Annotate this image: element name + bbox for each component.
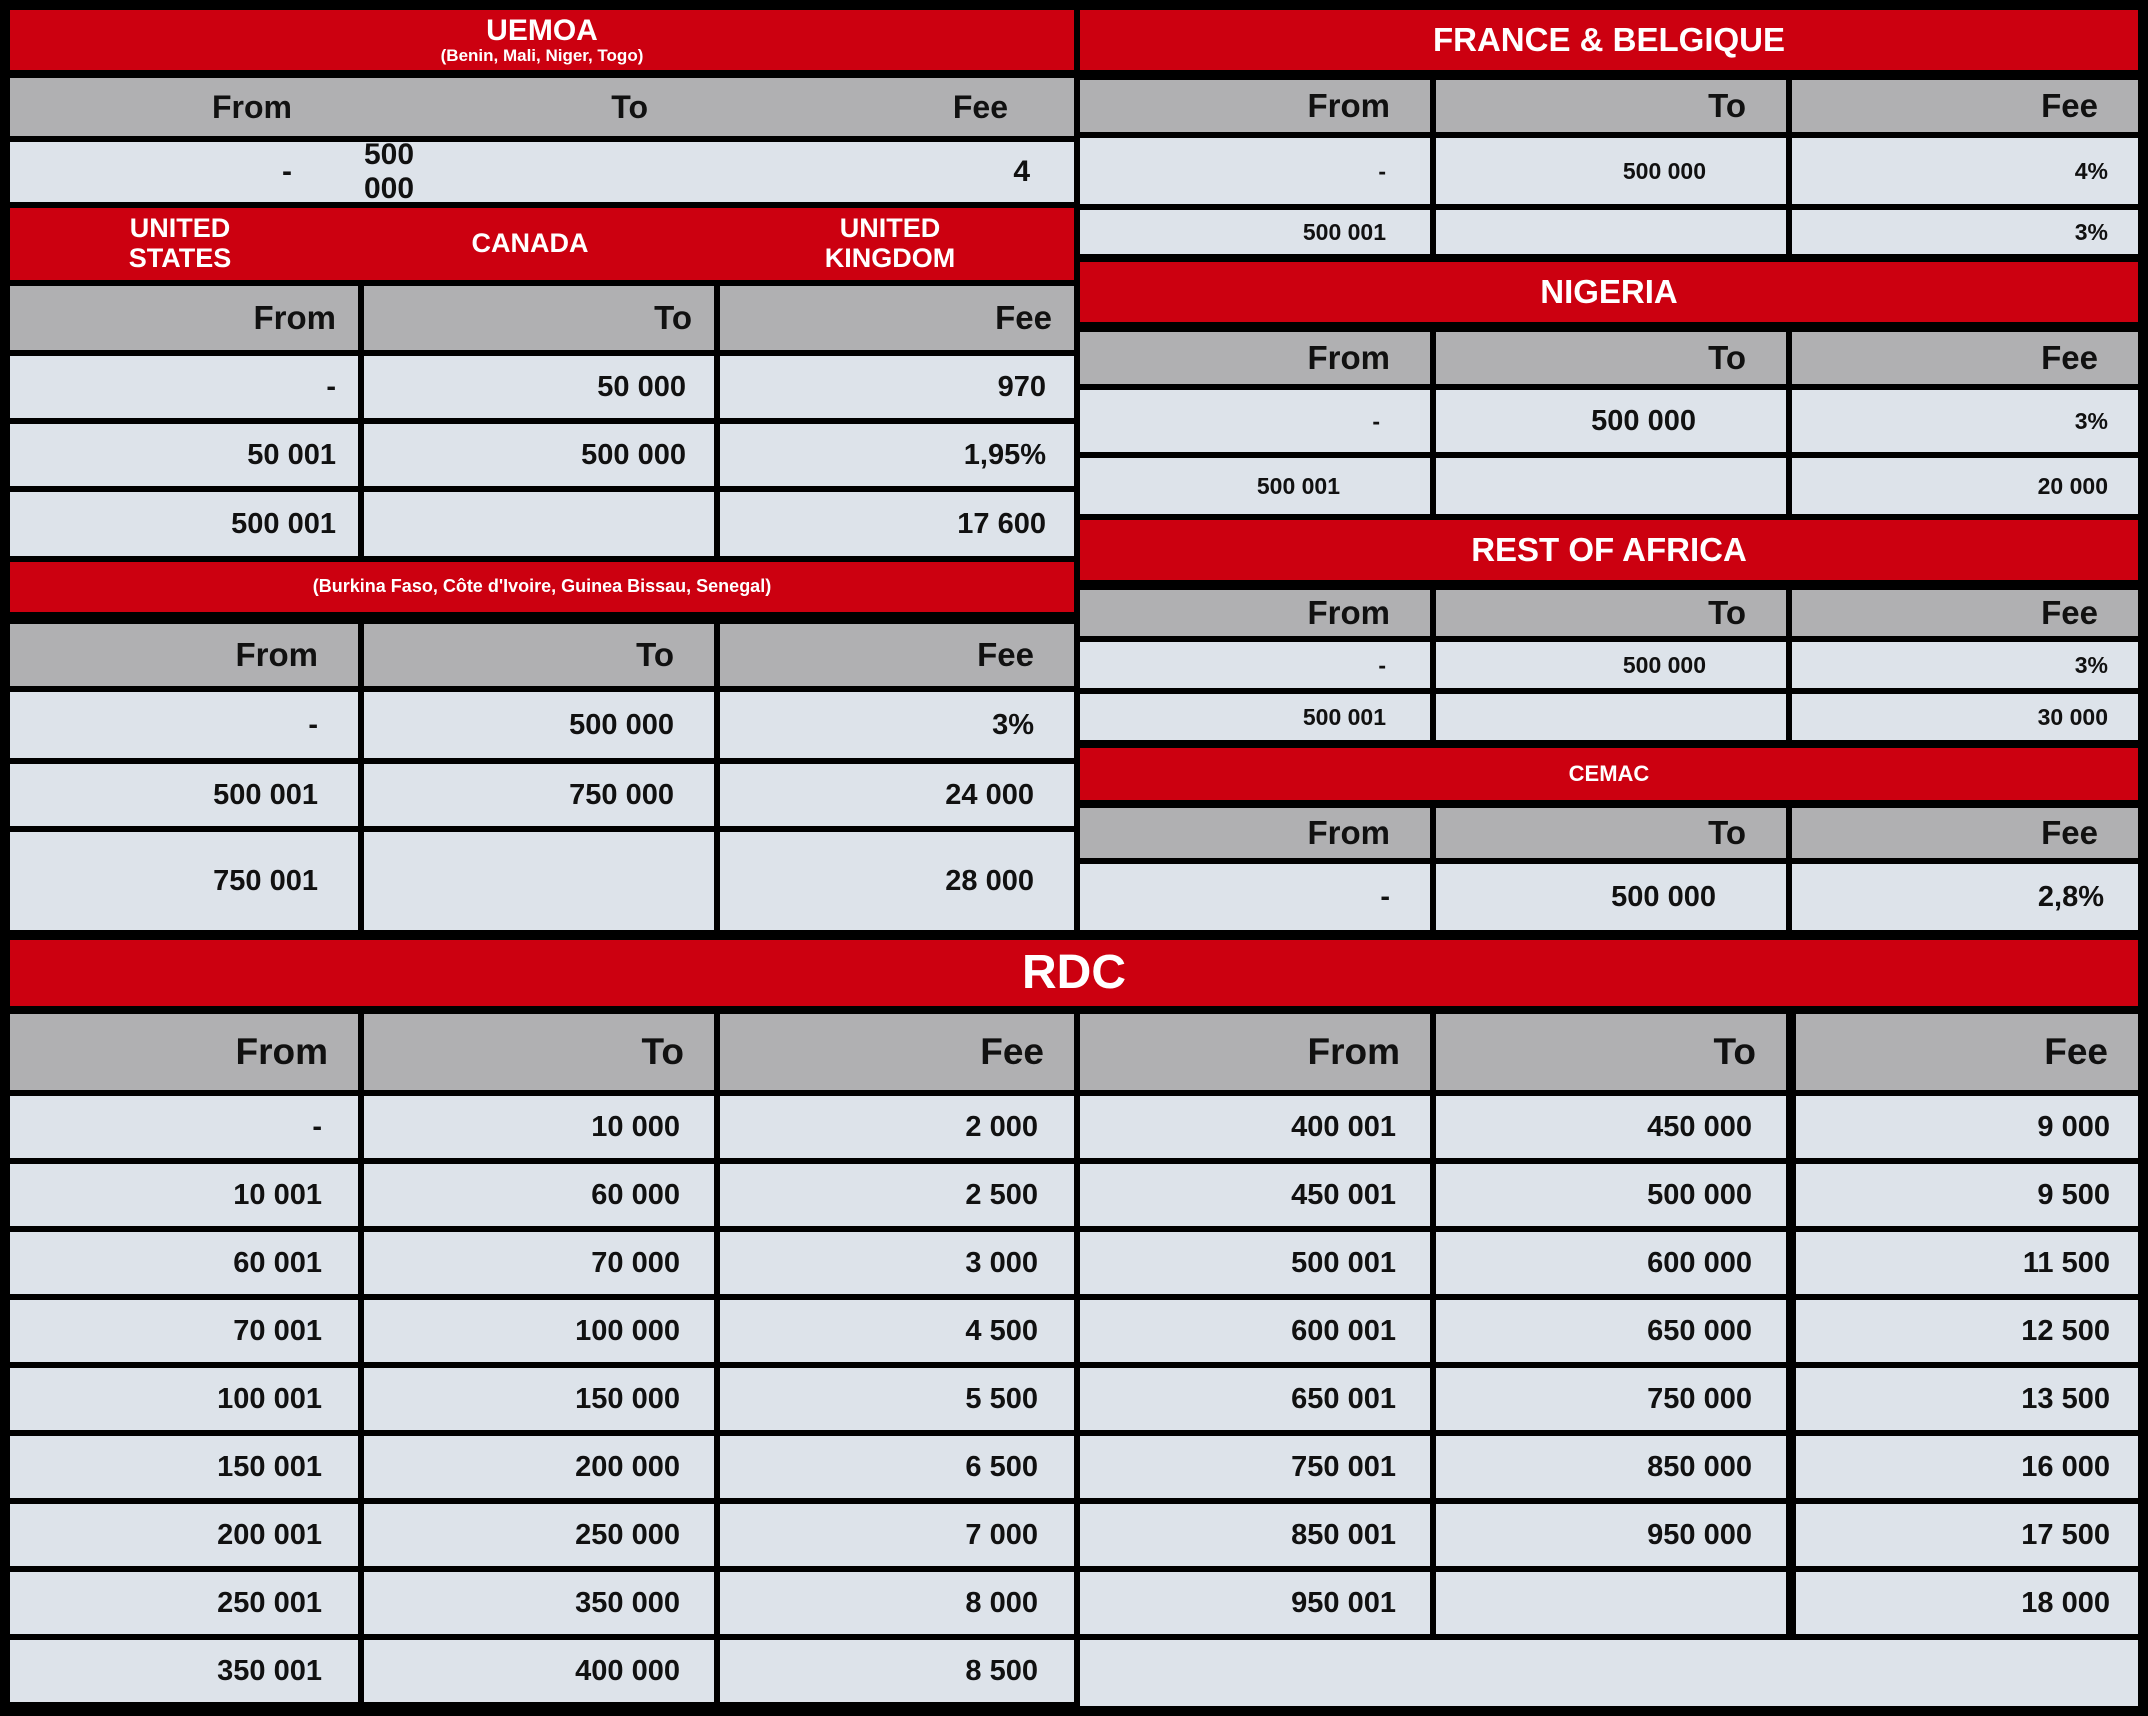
cell-fee bbox=[720, 764, 1074, 826]
cemac-title-bar bbox=[1080, 748, 2138, 800]
cell-fee-value: 18 000 bbox=[2021, 1586, 2110, 1619]
cell-from bbox=[10, 1164, 358, 1226]
header-fee bbox=[1796, 1014, 2138, 1090]
cell-fee-value: 13 500 bbox=[2021, 1382, 2110, 1415]
cell-from bbox=[10, 356, 358, 418]
cell-to bbox=[364, 764, 714, 826]
cell-fee-value: 3% bbox=[2074, 407, 2108, 434]
cell-fee bbox=[1792, 138, 2138, 204]
cell-fee bbox=[720, 692, 1074, 758]
cell-fee bbox=[720, 1232, 1074, 1294]
header-to bbox=[1436, 1014, 1786, 1090]
cell-fee-value: 24 000 bbox=[945, 778, 1034, 811]
cell-to-value bbox=[1436, 1572, 1786, 1634]
uemoa-title: UEMOA bbox=[486, 14, 598, 48]
cell-from bbox=[1080, 138, 1430, 204]
cell-to-value: 200 000 bbox=[575, 1450, 680, 1483]
cell-to bbox=[1436, 458, 1786, 514]
cell-from-value: 200 001 bbox=[217, 1518, 322, 1551]
cell-to bbox=[364, 1640, 714, 1702]
cell-fee-value: 6 500 bbox=[965, 1450, 1038, 1483]
uemoa2-subtitle: (Burkina Faso, Côte d'Ivoire, Guinea Bissau, Senegal) bbox=[312, 576, 772, 597]
cell-to bbox=[364, 1436, 714, 1498]
cell-from bbox=[1080, 1368, 1430, 1430]
cell-fee bbox=[720, 492, 1074, 556]
cell-fee bbox=[720, 1300, 1074, 1362]
header-fee-label: Fee bbox=[2044, 1031, 2108, 1072]
cell-from-value: 500 001 bbox=[213, 778, 318, 811]
header-to-label: To bbox=[641, 1031, 684, 1072]
cell-fee-value: 970 bbox=[997, 370, 1046, 403]
cell-to-value: 70 000 bbox=[591, 1246, 680, 1279]
cell-to-value: 150 000 bbox=[575, 1382, 680, 1415]
cell-to bbox=[1436, 864, 1786, 930]
cell-from bbox=[10, 424, 358, 486]
cell-fee bbox=[1792, 458, 2138, 514]
cell-fee bbox=[1796, 1096, 2138, 1158]
cell-to bbox=[1436, 1436, 1786, 1498]
header-to-label: To bbox=[636, 636, 674, 673]
cell-fee bbox=[1796, 1300, 2138, 1362]
cell-from bbox=[1080, 694, 1430, 740]
cell-fee bbox=[1796, 1232, 2138, 1294]
header-from bbox=[10, 286, 358, 350]
cell-fee bbox=[1792, 642, 2138, 688]
header-from-label: From bbox=[235, 636, 318, 673]
header-to bbox=[1436, 332, 1786, 384]
cell-fee-value: 12 500 bbox=[2021, 1314, 2110, 1347]
cell-from bbox=[10, 1572, 358, 1634]
cell-to bbox=[1436, 210, 1786, 254]
cell-fee-value: 28 000 bbox=[945, 864, 1034, 897]
cell-fee-value: 17 500 bbox=[2021, 1518, 2110, 1551]
cell-from bbox=[10, 1096, 358, 1158]
label-uk: UNITED KINGDOM bbox=[824, 213, 956, 273]
header-to-label: To bbox=[1708, 594, 1746, 631]
header-to-label: To bbox=[1713, 1031, 1756, 1072]
cell-to bbox=[364, 424, 714, 486]
cell-fee-value: 3% bbox=[2074, 651, 2108, 678]
cell-to bbox=[364, 1096, 714, 1158]
cemac-title: CEMAC bbox=[1568, 760, 1650, 786]
header-to bbox=[364, 624, 714, 686]
cell-from-value: 400 001 bbox=[1291, 1110, 1396, 1143]
cell-from bbox=[10, 1504, 358, 1566]
cell-to bbox=[1436, 390, 1786, 452]
cell-to bbox=[1436, 1368, 1786, 1430]
cell-from bbox=[1080, 1164, 1430, 1226]
cell-to bbox=[364, 492, 714, 556]
header-to-label: To bbox=[654, 299, 692, 336]
cell-to bbox=[1436, 138, 1786, 204]
cell-from bbox=[1080, 458, 1430, 514]
cell-fee bbox=[1796, 1368, 2138, 1430]
cell-fee bbox=[720, 1436, 1074, 1498]
cell-from-value: 100 001 bbox=[217, 1382, 322, 1415]
header-from bbox=[10, 1014, 358, 1090]
table-header bbox=[10, 78, 1074, 136]
cell-to-value: 100 000 bbox=[575, 1314, 680, 1347]
header-fee-label: Fee bbox=[2041, 814, 2098, 851]
rest-africa-title: REST OF AFRICA bbox=[1471, 530, 1747, 568]
cell-from-value: 50 001 bbox=[247, 438, 336, 471]
label-ca: CANADA bbox=[471, 228, 589, 259]
empty-fill bbox=[1080, 1640, 2138, 1706]
header-to-label: To bbox=[1708, 814, 1746, 851]
cell-from-value: - bbox=[312, 1110, 322, 1143]
cell-fee: 4 bbox=[1013, 155, 1030, 188]
cell-to-value: 600 000 bbox=[1647, 1246, 1752, 1279]
header-to bbox=[364, 1014, 714, 1090]
cell-fee bbox=[1796, 1436, 2138, 1498]
cell-fee-value: 17 600 bbox=[957, 507, 1046, 540]
cell-fee bbox=[720, 424, 1074, 486]
cell-from bbox=[10, 764, 358, 826]
uemoa2-title-bar bbox=[10, 562, 1074, 612]
cell-from-value: 350 001 bbox=[217, 1654, 322, 1687]
cell-from bbox=[10, 492, 358, 556]
cell-from bbox=[1080, 864, 1430, 930]
cell-fee bbox=[720, 1096, 1074, 1158]
cell-to-value: 450 000 bbox=[1647, 1110, 1752, 1143]
cell-from-value: 150 001 bbox=[217, 1450, 322, 1483]
header-from-label: From bbox=[235, 1031, 328, 1072]
cell-to bbox=[364, 1300, 714, 1362]
cell-from bbox=[1080, 1300, 1430, 1362]
cell-from-value: 10 001 bbox=[233, 1178, 322, 1211]
cell-to-value: 500 000 bbox=[1611, 880, 1716, 913]
header-from bbox=[1080, 590, 1430, 636]
header-fee-label: Fee bbox=[2041, 87, 2098, 124]
cell-from-value: 950 001 bbox=[1291, 1586, 1396, 1619]
header-from-label: From bbox=[1307, 1031, 1400, 1072]
cell-from bbox=[1080, 1572, 1430, 1634]
cell-to-value: 350 000 bbox=[575, 1586, 680, 1619]
cell-to bbox=[1436, 1232, 1786, 1294]
cell-from-value: 70 001 bbox=[233, 1314, 322, 1347]
header-fee bbox=[720, 624, 1074, 686]
cell-from bbox=[1080, 1504, 1430, 1566]
cell-from bbox=[1080, 1232, 1430, 1294]
header-from-label: From bbox=[1307, 87, 1390, 124]
header-from: From bbox=[212, 88, 292, 125]
cell-fee bbox=[720, 832, 1074, 930]
cell-from-value: - bbox=[1378, 157, 1386, 184]
cell-to bbox=[1436, 1504, 1786, 1566]
header-fee-label: Fee bbox=[2041, 339, 2098, 376]
cell-fee-value: 3 000 bbox=[965, 1246, 1038, 1279]
cell-from bbox=[10, 1368, 358, 1430]
cell-fee-value: 2 500 bbox=[965, 1178, 1038, 1211]
france-title: FRANCE & BELGIQUE bbox=[1432, 20, 1785, 58]
header-fee-label: Fee bbox=[2041, 594, 2098, 631]
cell-fee bbox=[720, 1164, 1074, 1226]
header-to-label: To bbox=[1708, 87, 1746, 124]
france-title-bar bbox=[1080, 10, 2138, 70]
cell-from-value: - bbox=[1378, 651, 1386, 678]
cell-to-value: 60 000 bbox=[591, 1178, 680, 1211]
header-to bbox=[1436, 80, 1786, 132]
cell-from bbox=[1080, 642, 1430, 688]
cell-fee bbox=[1792, 210, 2138, 254]
cell-fee-value: 30 000 bbox=[2037, 703, 2108, 730]
cell-from bbox=[1080, 390, 1430, 452]
header-to bbox=[1436, 808, 1786, 858]
cell-to bbox=[1436, 1164, 1786, 1226]
cell-to-value: 500 000 bbox=[581, 438, 686, 471]
cell-to-value bbox=[364, 492, 714, 556]
cell-to bbox=[1436, 1300, 1786, 1362]
cell-fee bbox=[720, 1640, 1074, 1702]
cell-fee-value: 5 500 bbox=[965, 1382, 1038, 1415]
cell-fee bbox=[720, 1368, 1074, 1430]
rdc-title: RDC bbox=[1022, 945, 1126, 999]
cell-fee-value: 8 000 bbox=[965, 1586, 1038, 1619]
cell-to bbox=[364, 1572, 714, 1634]
header-fee bbox=[1792, 80, 2138, 132]
header-fee-label: Fee bbox=[977, 636, 1034, 673]
cell-to-value: 10 000 bbox=[591, 1110, 680, 1143]
header-to-label: To bbox=[1708, 339, 1746, 376]
cell-from bbox=[10, 1640, 358, 1702]
cell-to bbox=[1436, 1096, 1786, 1158]
cell-to bbox=[364, 1368, 714, 1430]
cell-to-value: 50 000 bbox=[597, 370, 686, 403]
cell-to-value: 500 000 bbox=[1591, 404, 1696, 437]
cell-from-value: 750 001 bbox=[213, 864, 318, 897]
cell-fee bbox=[720, 1504, 1074, 1566]
header-fee-label: Fee bbox=[995, 299, 1052, 336]
cell-fee-value: 9 000 bbox=[2037, 1110, 2110, 1143]
cell-to-value: 500 000 bbox=[1622, 157, 1706, 184]
cell-to-value: 950 000 bbox=[1647, 1518, 1752, 1551]
cell-to-value: 650 000 bbox=[1647, 1314, 1752, 1347]
cell-to bbox=[1436, 642, 1786, 688]
header-fee bbox=[720, 1014, 1074, 1090]
cell-from bbox=[10, 1232, 358, 1294]
cell-to-value: 850 000 bbox=[1647, 1450, 1752, 1483]
header-to: To bbox=[611, 88, 648, 125]
cell-to bbox=[364, 832, 714, 930]
cell-fee bbox=[720, 1572, 1074, 1634]
cell-fee bbox=[1796, 1572, 2138, 1634]
cell-from-value: 650 001 bbox=[1291, 1382, 1396, 1415]
cell-from-value: - bbox=[1380, 880, 1390, 913]
cell-from bbox=[1080, 1436, 1430, 1498]
cell-from bbox=[10, 1300, 358, 1362]
cell-to: 500 000 bbox=[364, 138, 415, 205]
header-fee bbox=[1792, 590, 2138, 636]
cell-from-value: 500 001 bbox=[231, 507, 336, 540]
cell-from-value: - bbox=[308, 708, 318, 741]
cell-from-value: 500 001 bbox=[1302, 218, 1386, 245]
cell-to-value: 500 000 bbox=[1647, 1178, 1752, 1211]
cell-fee-value: 2 000 bbox=[965, 1110, 1038, 1143]
us-ca-uk-title-bar bbox=[10, 208, 1074, 280]
cell-from bbox=[1080, 210, 1430, 254]
cell-from-value: 500 001 bbox=[1291, 1246, 1396, 1279]
cell-from-value: 750 001 bbox=[1291, 1450, 1396, 1483]
cell-fee-value: 2,8% bbox=[2037, 880, 2104, 913]
cell-to-value bbox=[1436, 694, 1786, 740]
header-from bbox=[1080, 808, 1430, 858]
cell-to-value bbox=[1436, 210, 1786, 254]
cell-from: - bbox=[282, 155, 292, 188]
cell-to bbox=[1436, 1572, 1786, 1634]
header-fee bbox=[720, 286, 1074, 350]
cell-fee bbox=[1796, 1504, 2138, 1566]
cell-to-value: 250 000 bbox=[575, 1518, 680, 1551]
label-us: UNITED STATES bbox=[128, 213, 232, 273]
cell-fee-value: 1,95% bbox=[963, 438, 1046, 471]
header-fee bbox=[1792, 808, 2138, 858]
cell-from-value: 850 001 bbox=[1291, 1518, 1396, 1551]
cell-to-value: 400 000 bbox=[575, 1654, 680, 1687]
cell-fee-value: 11 500 bbox=[2022, 1246, 2110, 1279]
cell-from bbox=[1080, 1096, 1430, 1158]
header-fee bbox=[1792, 332, 2138, 384]
cell-to bbox=[364, 356, 714, 418]
cell-to-value bbox=[364, 832, 714, 930]
cell-fee-value: 4% bbox=[2074, 157, 2108, 184]
cell-from-value: 250 001 bbox=[217, 1586, 322, 1619]
cell-to-value: 500 000 bbox=[1622, 651, 1706, 678]
cell-from-value: 500 001 bbox=[1256, 472, 1340, 499]
cell-from-value: - bbox=[326, 370, 336, 403]
header-from-label: From bbox=[253, 299, 336, 336]
cell-from-value: 60 001 bbox=[233, 1246, 322, 1279]
cell-from bbox=[10, 692, 358, 758]
cell-from-value: 450 001 bbox=[1291, 1178, 1396, 1211]
uemoa-title-bar bbox=[10, 10, 1074, 70]
cell-fee-value: 3% bbox=[2074, 218, 2108, 245]
rest-africa-title-bar bbox=[1080, 520, 2138, 580]
table-row bbox=[10, 138, 1074, 205]
header-from bbox=[1080, 332, 1430, 384]
cell-fee bbox=[1796, 1164, 2138, 1226]
cell-fee-value: 20 000 bbox=[2037, 472, 2108, 499]
rdc-title-bar bbox=[10, 940, 2138, 1006]
cell-fee-value: 16 000 bbox=[2021, 1450, 2110, 1483]
cell-to-value: 750 000 bbox=[569, 778, 674, 811]
cell-from bbox=[10, 832, 358, 930]
cell-to-value: 750 000 bbox=[1647, 1382, 1752, 1415]
cell-fee bbox=[1792, 694, 2138, 740]
header-from-label: From bbox=[1307, 339, 1390, 376]
header-to bbox=[1436, 590, 1786, 636]
header-from-label: From bbox=[1307, 814, 1390, 851]
cell-to-value: 500 000 bbox=[569, 708, 674, 741]
cell-fee bbox=[720, 356, 1074, 418]
header-to bbox=[364, 286, 714, 350]
header-fee: Fee bbox=[952, 88, 1008, 125]
header-from bbox=[1080, 80, 1430, 132]
cell-fee-value: 7 000 bbox=[965, 1518, 1038, 1551]
cell-fee-value: 4 500 bbox=[965, 1314, 1038, 1347]
cell-to-value bbox=[1436, 458, 1786, 514]
cell-from-value: - bbox=[1372, 407, 1380, 434]
header-from bbox=[10, 624, 358, 686]
header-fee-label: Fee bbox=[980, 1031, 1044, 1072]
cell-fee-value: 9 500 bbox=[2037, 1178, 2110, 1211]
cell-from bbox=[10, 1436, 358, 1498]
uemoa-subtitle: (Benin, Mali, Niger, Togo) bbox=[440, 46, 644, 66]
nigeria-title-bar bbox=[1080, 262, 2138, 322]
cell-from-value: 500 001 bbox=[1302, 703, 1386, 730]
cell-to bbox=[364, 1504, 714, 1566]
cell-fee bbox=[1792, 864, 2138, 930]
header-from bbox=[1080, 1014, 1430, 1090]
cell-fee bbox=[1792, 390, 2138, 452]
cell-fee-value: 3% bbox=[992, 708, 1034, 741]
cell-from-value: 600 001 bbox=[1291, 1314, 1396, 1347]
cell-fee-value: 8 500 bbox=[965, 1654, 1038, 1687]
cell-to bbox=[364, 1232, 714, 1294]
cell-to bbox=[364, 692, 714, 758]
cell-to bbox=[364, 1164, 714, 1226]
nigeria-title: NIGERIA bbox=[1540, 272, 1678, 310]
cell-to bbox=[1436, 694, 1786, 740]
header-from-label: From bbox=[1307, 594, 1390, 631]
